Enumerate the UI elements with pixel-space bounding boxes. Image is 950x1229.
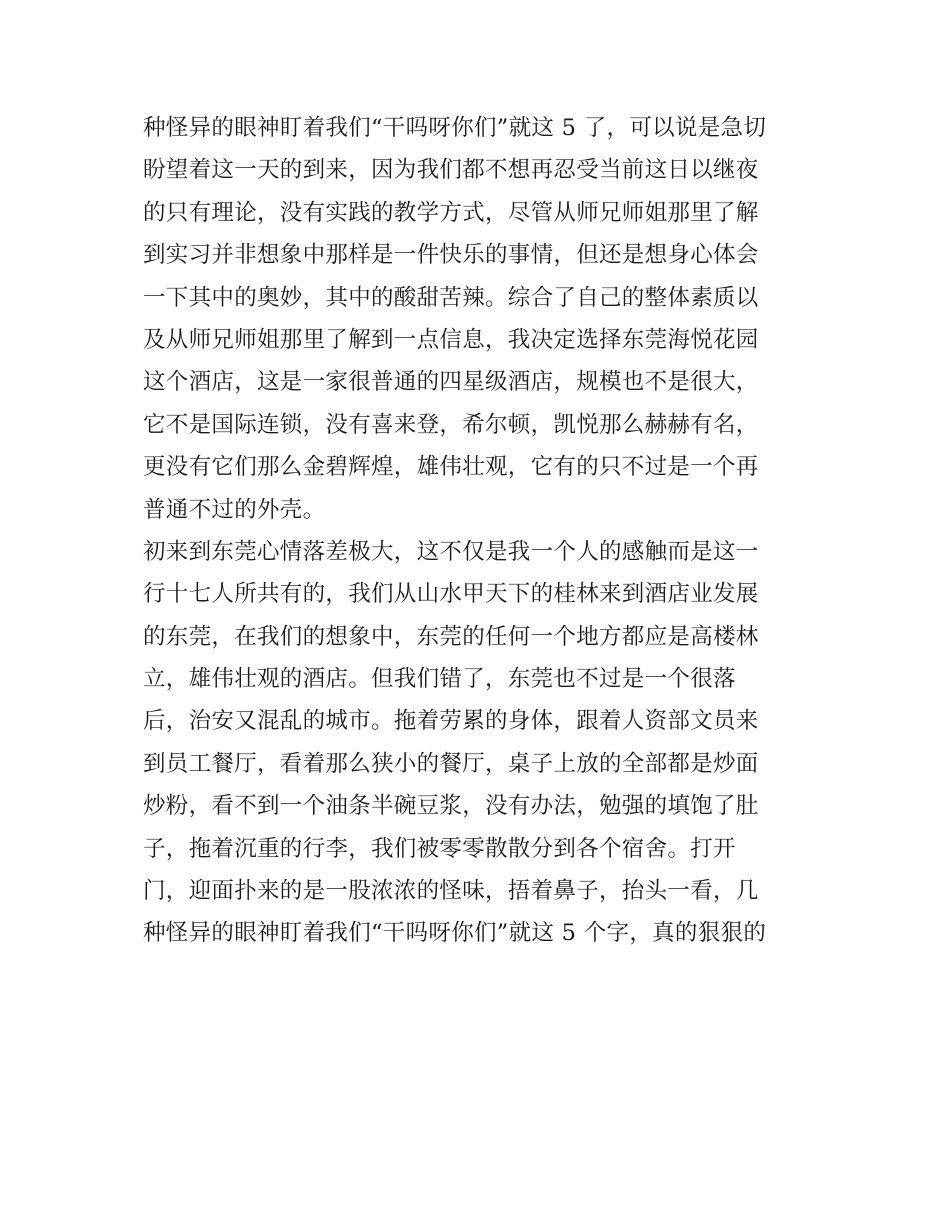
text-line: 门，迎面扑来的是一股浓浓的怪味，捂着鼻子，抬头一看，几 xyxy=(143,878,759,905)
text-line: 普通不过的外壳。 xyxy=(143,496,326,523)
text-line: 立，雄伟壮观的酒店。但我们错了，东莞也不过是一个很落 xyxy=(143,666,736,693)
text-line: 一下其中的奥妙，其中的酸甜苦辣。综合了自己的整体素质以 xyxy=(143,284,759,311)
text-line: 到实习并非想象中那样是一件快乐的事情，但还是想身心体会 xyxy=(143,242,759,269)
text-line: 到员工餐厅，看着那么狭小的餐厅，桌子上放的全部都是炒面 xyxy=(143,750,759,777)
text-line: 更没有它们那么金碧辉煌，雄伟壮观，它有的只不过是一个再 xyxy=(143,454,759,481)
paragraph-1 xyxy=(143,107,823,531)
body-text xyxy=(143,107,823,955)
text-line: 行十七人所共有的，我们从山水甲天下的桂林来到酒店业发展 xyxy=(143,581,759,608)
text-line: 它不是国际连锁，没有喜来登，希尔顿，凯悦那么赫赫有名， xyxy=(143,411,759,438)
text-line: 种怪异的眼神盯着我们“干吗呀你们”就这 5 了，可以说是急切 xyxy=(143,115,767,141)
text-line: 的只有理论，没有实践的教学方式，尽管从师兄师姐那里了解 xyxy=(143,199,759,226)
text-line: 后，治安又混乱的城市。拖着劳累的身体，跟着人资部文员来 xyxy=(143,708,759,735)
text-line: 初来到东莞心情落差极大，这不仅是我一个人的感触而是这一 xyxy=(143,538,759,565)
text-line: 炒粉，看不到一个油条半碗豆浆，没有办法，勉强的填饱了肚 xyxy=(143,793,759,820)
text-line: 子，拖着沉重的行李，我们被零零散散分到各个宿舍。打开 xyxy=(143,835,736,862)
text-line: 种怪异的眼神盯着我们“干吗呀你们”就这 5 个字，真的狠狠的 xyxy=(143,920,767,947)
text-line: 盼望着这一天的到来，因为我们都不想再忍受当前这日以继夜 xyxy=(143,157,759,184)
paragraph-2 xyxy=(143,531,823,955)
text-line: 这个酒店，这是一家很普通的四星级酒店，规模也不是很大， xyxy=(143,369,759,396)
text-line: 的东莞，在我们的想象中，东莞的任何一个地方都应是高楼林 xyxy=(143,623,759,650)
text-line: 及从师兄师姐那里了解到一点信息，我决定选择东莞海悦花园 xyxy=(143,326,759,353)
